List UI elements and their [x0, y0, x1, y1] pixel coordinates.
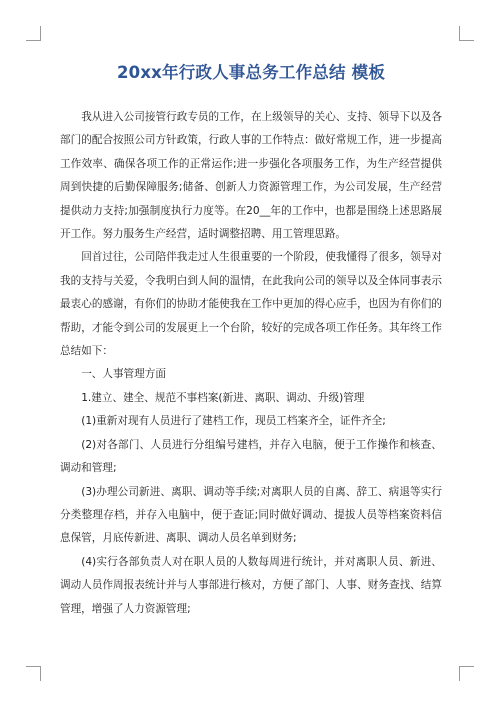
document-body [60, 106, 442, 621]
crop-mark-bottom-right [459, 666, 474, 681]
document-page [60, 62, 442, 621]
crop-mark-top-right [459, 26, 474, 41]
list-item: (3)办理公司新进、离职、调动等手续;对离职人员的自离、辞工、病退等实行分类整理存档，并存入电脑中，便于查证;同时做好调动、提拔人员等档案资料信息保管，月底传新进、离职、调动人员名单到财务; [60, 485, 442, 545]
list-item: (2)对各部门、人员进行分组编号建档，并存入电脑，便于工作操作和核查、调动和管理; [60, 438, 442, 475]
crop-mark-bottom-left [26, 666, 41, 681]
paragraph-intro: 我从进入公司接管行政专员的工作，在上级领导的关心、支持、领导下以及各部门的配合按照公司方针政策，行政人事的工作特点：做好常规工作，进一步提高工作效率、确保各项工作的正常运作;进一步强化各项服务工作，为生产经营提供周到快捷的后勤保障服务;储备、创新人力资源管理工作，为公司发展，生产经营提供动力支持;加强制度执行力度等。在20__年的工作中，也都是围绕上述思路展开工作。努力服务生产经营，适时调整招聘、用工管理思路。 [60, 111, 442, 241]
paragraph-review: 回首过往，公司陪伴我走过人生很重要的一个阶段，使我懂得了很多，领导对我的支持与关爱，令我明白到人间的温情，在此我向公司的领导以及全体同事表示最衷心的感谢，有你们的协助才能使我在工作中更加的得心应手，也因为有你们的帮助，才能令到公司的发展更上一个台阶，较好的完成各项工作任务。其年终工作总结如下： [60, 251, 442, 358]
list-item: (4)实行各部负责人对在职人员的人数每周进行统计，并对离职人员、新进、调动人员作周报表统计并与人事部进行核对，方便了部门、人事、财务查找、结算管理，增强了人力资源管理; [60, 555, 442, 615]
document-title: 20xx年行政人事总务工作总结 模板 [116, 63, 386, 82]
crop-mark-top-left [26, 26, 41, 41]
section-heading: 一、人事管理方面 [81, 368, 166, 381]
subsection-heading: 1.建立、建全、规范不事档案(新进、离职、调动、升级)管理 [81, 391, 365, 404]
list-item: (1)重新对现有人员进行了建档工作，现员工档案齐全，证件齐全; [81, 415, 386, 428]
